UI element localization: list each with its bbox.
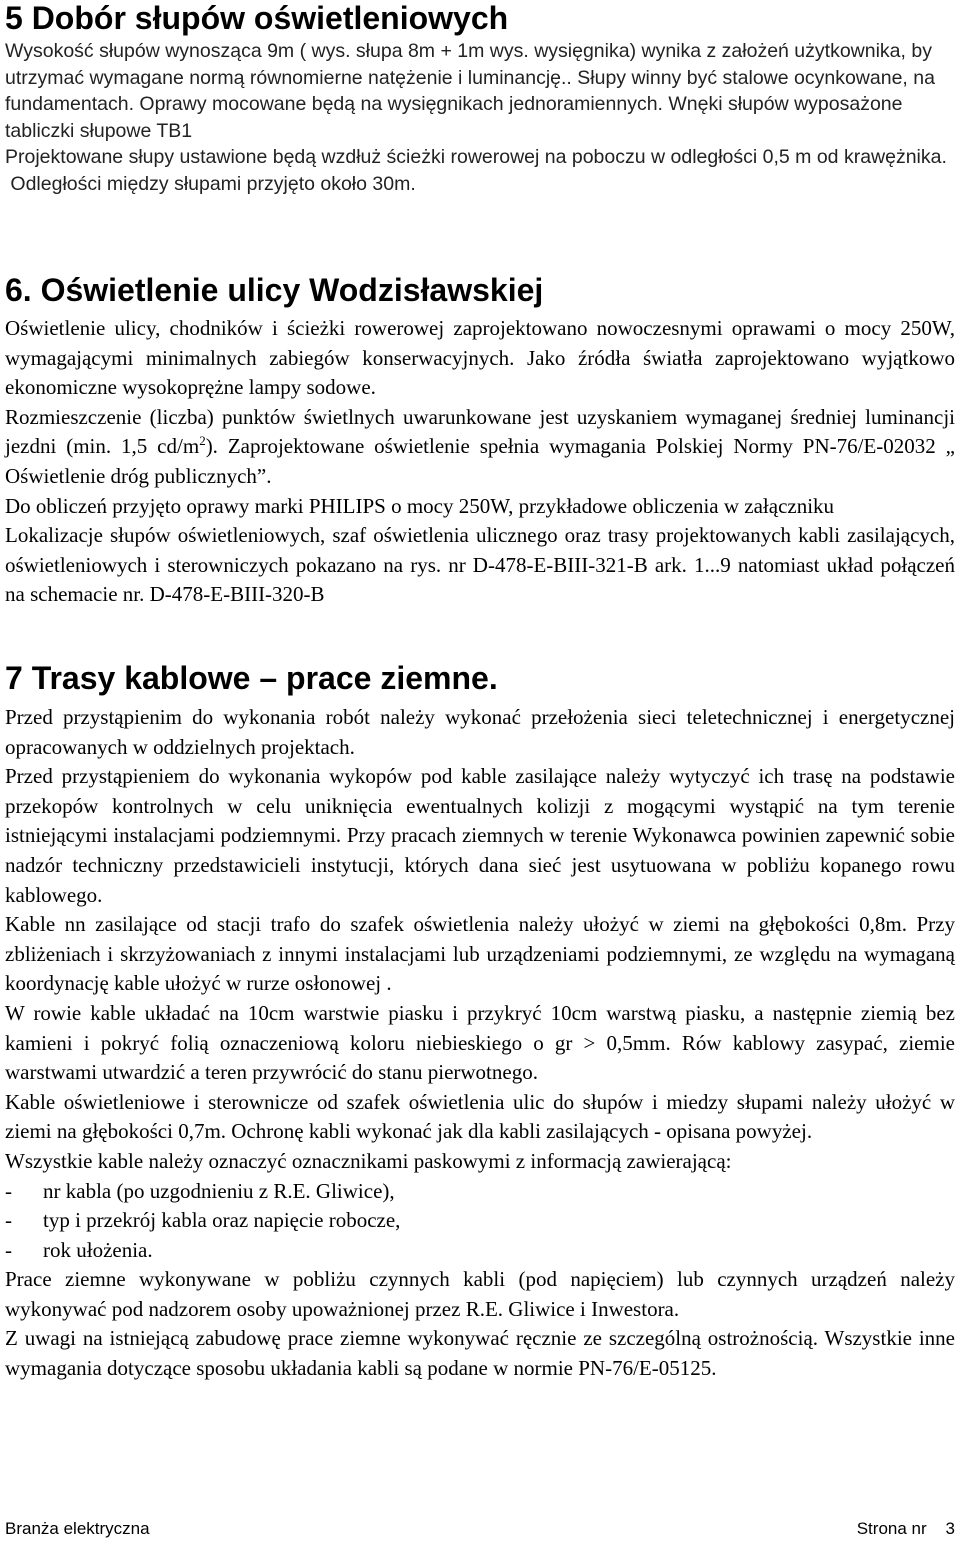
paragraph: Projektowane słupy ustawione będą wzdłuż ścieżki rowerowej na poboczu w odległości 0,5 m od krawężnika. bbox=[5, 146, 947, 169]
paragraph: Przed przystąpienim do wykonania robót należy wykonać przełożenia sieci teletechnicznej i energetycznej opracowanych w oddzielnych projektach. bbox=[5, 705, 955, 759]
list-item-text: typ i przekrój kabla oraz napięcie robocze, bbox=[43, 1208, 401, 1233]
section-5-body bbox=[5, 38, 955, 198]
paragraph: Lokalizacje słupów oświetleniowych, szaf oświetlenia ulicznego oraz trasy projektowanych kabli zasilających, oświetleniowych i sterowniczych pokazano na rys. nr D-478-E-BIII-321-B ark. 1...9 natomiast układ połączeń na schemacie nr. D-478-E-BIII-320-B bbox=[5, 523, 955, 607]
page-footer bbox=[5, 1518, 955, 1540]
superscript: 2 bbox=[199, 433, 206, 449]
paragraph: Prace ziemne wykonywane w pobliżu czynnych kabli (pod napięciem) lub czynnych urządzeń należy wykonywać pod nadzorem osoby upoważnionej przez R.E. Gliwice i Inwestora. bbox=[5, 1267, 955, 1321]
section-5-heading: 5 Dobór słupów oświetleniowych bbox=[5, 0, 509, 36]
list-dash: - bbox=[5, 1237, 12, 1262]
paragraph: Wszystkie kable należy oznaczyć oznacznikami paskowymi z informacją zawierającą: bbox=[5, 1148, 732, 1173]
paragraph-text: ). Zaprojektowane oświetlenie spełnia wymagania Polskiej Normy PN-76/E-02032 „ Oświetlenie dróg publicznych”. bbox=[5, 434, 955, 488]
paragraph: Z uwagi na istniejącą zabudowę prace ziemne wykonywać ręcznie ze szczególną ostrożnością. Wszystkie inne wymagania dotyczące sposobu układania kabli są podane w normie PN-76/E-05125. bbox=[5, 1326, 955, 1381]
footer-left: Branża elektryczna bbox=[5, 1519, 150, 1538]
paragraph: Oświetlenie ulicy, chodników i ścieżki rowerowej zaprojektowano nowoczesnymi oprawami o mocy 250W, wymagającymi minimalnych zabiegów konserwacyjnych. Jako źródła światła zaprojektowano wyjątkowo ekonomiczne wysokoprężne lampy sodowe. bbox=[5, 316, 955, 400]
list-item-text: rok ułożenia. bbox=[43, 1237, 153, 1262]
paragraph: Wysokość słupów wynosząca 9m ( wys. słupa 8m + 1m wys. wysięgnika) wynika z założeń użytkownika, by utrzymać wymagane normą równomierne natężenie i luminancję.. Słupy winny być stalowe ocynkowane, na fundamentach. Oprawy mocowane będą na wysięgnikach jednoramiennych. Wnęki słupów wyposażone tabliczki słupowe TB1 bbox=[5, 40, 935, 142]
list-dash: - bbox=[5, 1208, 12, 1233]
paragraph: Odległości między słupami przyjęto około 30m. bbox=[5, 172, 416, 195]
section-6-body bbox=[5, 314, 955, 610]
paragraph: W rowie kable układać na 10cm warstwie piasku i przykryć 10cm warstwą piasku, a następnie ziemią bez kamieni i pokryć folią oznaczeniową koloru niebieskiego o gr > 0,5mm. Rów kablowy zasypać, ziemie warstwami utwardzić a teren przywrócić do stanu pierwotnego. bbox=[5, 1000, 955, 1085]
paragraph: Do obliczeń przyjęto oprawy marki PHILIPS o mocy 250W, przykładowe obliczenia w załączniku bbox=[5, 493, 835, 518]
list-item bbox=[5, 1177, 955, 1207]
list-item bbox=[5, 1206, 955, 1236]
section-7-body bbox=[5, 703, 955, 1384]
paragraph: Przed przystąpieniem do wykonania wykopów pod kable zasilające należy wytyczyć ich trasę na podstawie przekopów kontrolnych w celu uniknięcia ewentualnych kolizji z mogącymi wystąpić na tym terenie istniejącymi instalacjami podziemnymi. Przy pracach ziemnych w terenie Wykonawca powinien zapewnić sobie nadzór techniczny przedstawicieli instytucji, których dana sieć jest usytuowana w pobliżu kopanego rowu kablowego. bbox=[5, 764, 955, 907]
list-item-text: nr kabla (po uzgodnieniu z R.E. Gliwice), bbox=[43, 1178, 395, 1203]
paragraph-text: Rozmieszczenie (liczba) punktów świetlnych uwarunkowane jest uzyskaniem wymaganej średniej luminancji jezdni (min. 1,5 cd/m bbox=[5, 404, 955, 459]
paragraph: Kable oświetleniowe i sterownicze od szafek oświetlenia ulic do słupów i miedzy słupami należy ułożyć w ziemi na głębokości 0,7m. Ochronę kabli wykonać jak dla kabli zasilających - opisana powyżej. bbox=[5, 1089, 955, 1144]
section-7-heading: 7 Trasy kablowe – prace ziemne. bbox=[5, 660, 498, 696]
paragraph: Kable nn zasilające od stacji trafo do szafek oświetlenia należy ułożyć w ziemi na głębokości 0,8m. Przy zbliżeniach i skrzyżowaniach z innymi instalacjami lub urządzeniami podziemnymi, ze względu na wymaganą koordynację kable ułożyć w rurze osłonowej . bbox=[5, 912, 955, 996]
paragraph bbox=[5, 403, 955, 492]
list-item bbox=[5, 1236, 955, 1266]
section-6-heading: 6. Oświetlenie ulicy Wodzisławskiej bbox=[5, 272, 544, 308]
list-dash: - bbox=[5, 1178, 12, 1203]
page-number: Strona nr 3 bbox=[856, 1519, 955, 1538]
